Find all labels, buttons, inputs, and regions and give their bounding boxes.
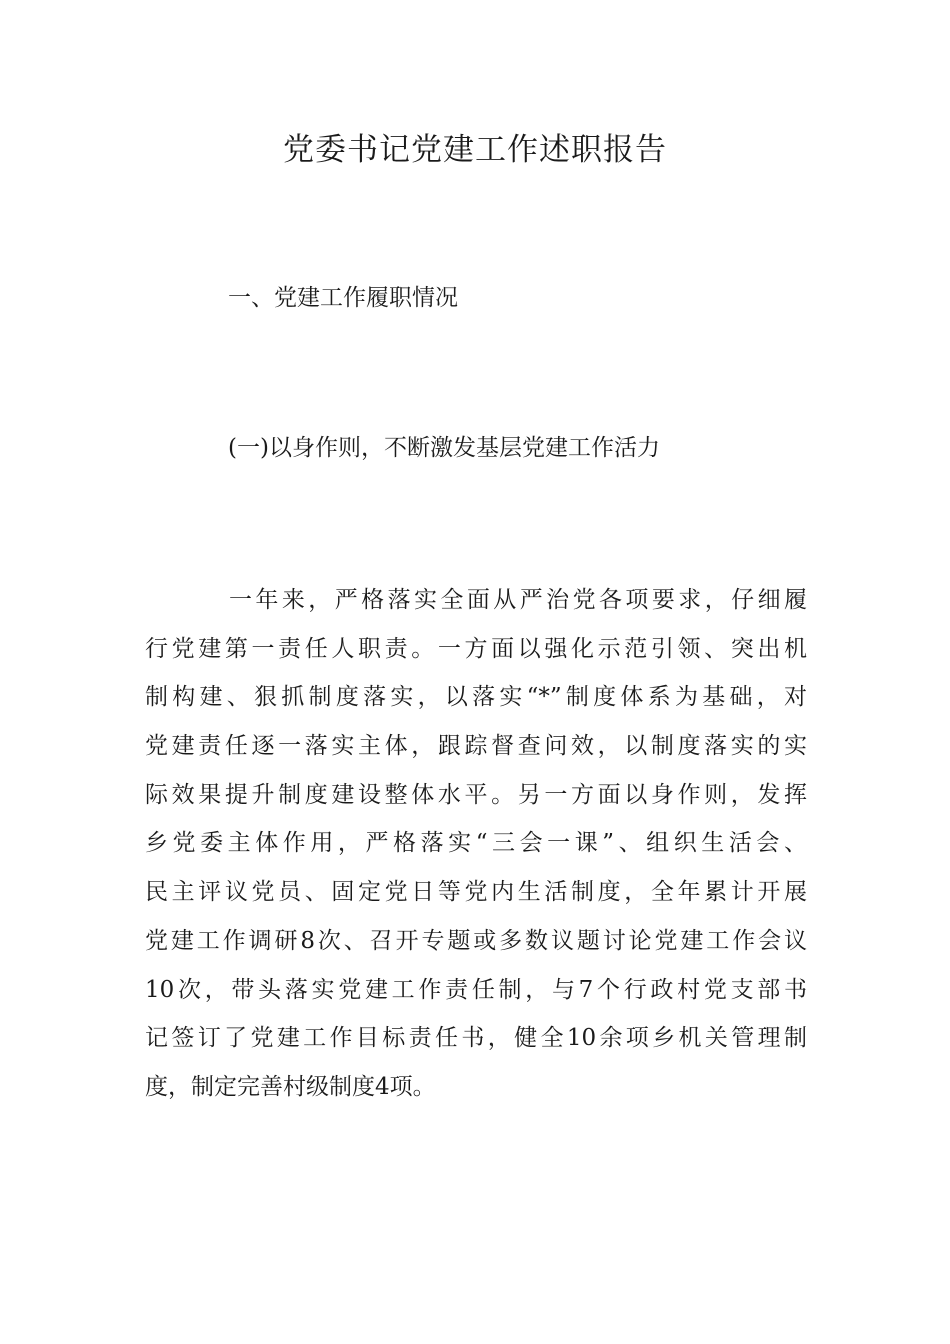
paragraph-line: 记签订了党建工作目标责任书，健全10余项乡机关管理制: [145, 1025, 807, 1052]
paragraph-line: 乡党委主体作用，严格落实“三会一课”、组织生活会、: [145, 830, 807, 857]
paragraph-line: 际效果提升制度建设整体水平。另一方面以身作则，发挥: [145, 781, 807, 808]
paragraph-line: 党建工作调研8次、召开专题或多数议题讨论党建工作会议: [145, 927, 807, 954]
document-title: 党委书记党建工作述职报告: [283, 132, 667, 168]
body-paragraph: [145, 582, 807, 1118]
paragraph-line: 度，制定完善村级制度4项。: [145, 1073, 436, 1100]
paragraph-line: 党建责任逐一落实主体，跟踪督查问效，以制度落实的实: [145, 733, 807, 760]
paragraph-line: 一年来，严格落实全面从严治党各项要求，仔细履: [229, 587, 807, 613]
paragraph-line: 10次，带头落实党建工作责任制，与7个行政村党支部书: [145, 976, 807, 1003]
paragraph-line: 制构建、狠抓制度落实，以落实“*”制度体系为基础，对: [145, 684, 807, 711]
section-heading: 一、党建工作履职情况: [228, 285, 458, 311]
paragraph-line: 民主评议党员、固定党日等党内生活制度，全年累计开展: [145, 879, 807, 906]
paragraph-line: 行党建第一责任人职责。一方面以强化示范引领、突出机: [145, 635, 807, 662]
subsection-heading: (一)以身作则，不断激发基层党建工作活力: [228, 435, 660, 461]
